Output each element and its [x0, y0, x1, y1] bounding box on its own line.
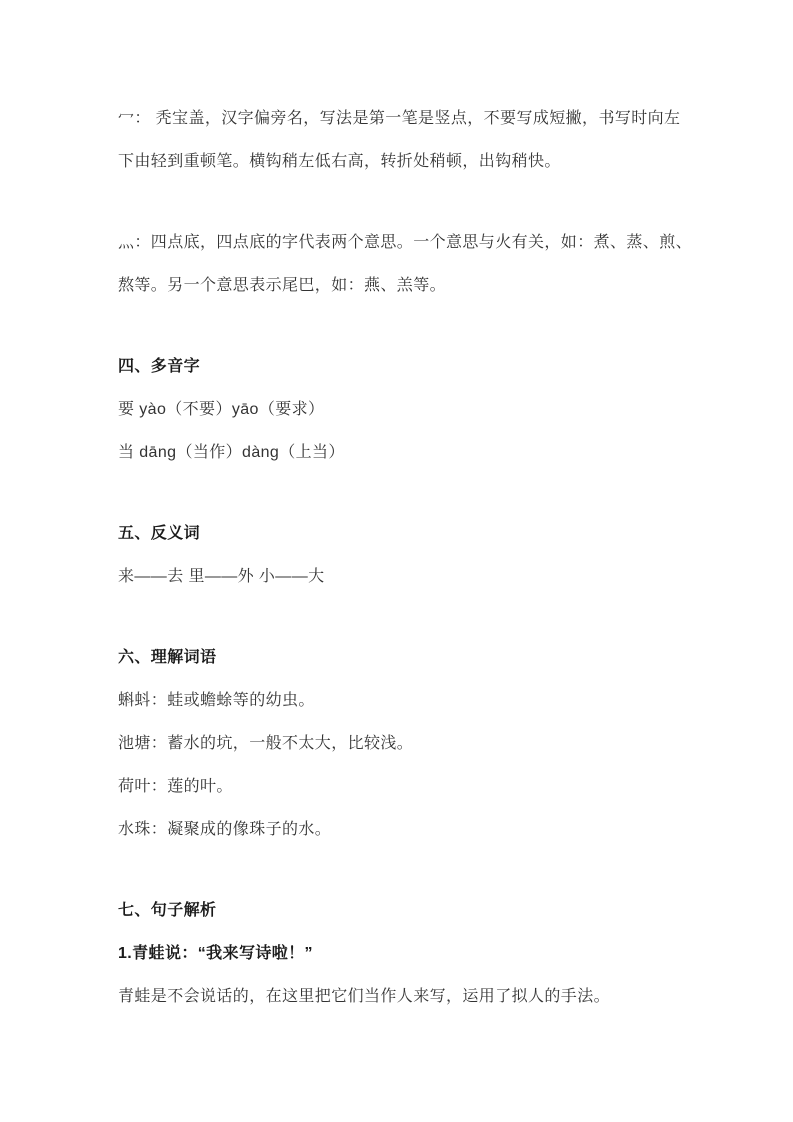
paragraph-radical-mi-line-2: 下由轻到重顿笔。横钩稍左低右高，转折处稍顿，出钩稍快。	[118, 153, 561, 170]
paragraph-radical-huo-line-2: 熬等。另一个意思表示尾巴，如：燕、羔等。	[118, 277, 447, 294]
antonym-pairs-line: 来——去 里——外 小——大	[118, 568, 325, 585]
polyphone-entry-dang: 当 dāng（当作）dàng（上当）	[118, 444, 345, 461]
section-heading-word-meanings: 六、理解词语	[118, 649, 217, 666]
section-heading-polyphones: 四、多音字	[118, 358, 201, 375]
word-definition-shuizhu: 水珠：凝聚成的像珠子的水。	[118, 821, 332, 838]
word-definition-keduo: 蝌蚪：蛙或蟾蜍等的幼虫。	[118, 692, 315, 709]
word-definition-heye: 荷叶：莲的叶。	[118, 778, 233, 795]
document-page	[118, 97, 693, 1018]
word-definition-chitang: 池塘：蓄水的坑，一般不太大，比较浅。	[118, 735, 414, 752]
section-heading-sentence-analysis: 七、句子解析	[118, 902, 217, 919]
polyphone-entry-yao: 要 yào（不要）yāo（要求）	[118, 401, 325, 418]
section-heading-antonyms: 五、反义词	[118, 525, 201, 542]
sentence-analysis-text: 青蛙是不会说话的，在这里把它们当作人来写，运用了拟人的手法。	[118, 988, 611, 1005]
paragraph-radical-huo-line-1: 灬：四点底，四点底的字代表两个意思。一个意思与火有关，如：煮、蒸、煎、	[118, 234, 693, 251]
section-word-meanings	[118, 636, 678, 851]
paragraph-radical-mi	[118, 97, 681, 183]
section-antonyms	[118, 512, 678, 598]
paragraph-radical-huo	[118, 221, 693, 307]
paragraph-radical-mi-line-1: 冖： 秃宝盖，汉字偏旁名，写法是第一笔是竖点，不要写成短撇，书写时向左	[118, 110, 681, 127]
analyzed-sentence: 1.青蛙说：“我来写诗啦！”	[118, 945, 313, 962]
section-sentence-analysis	[118, 889, 678, 1018]
section-polyphones	[118, 345, 678, 474]
